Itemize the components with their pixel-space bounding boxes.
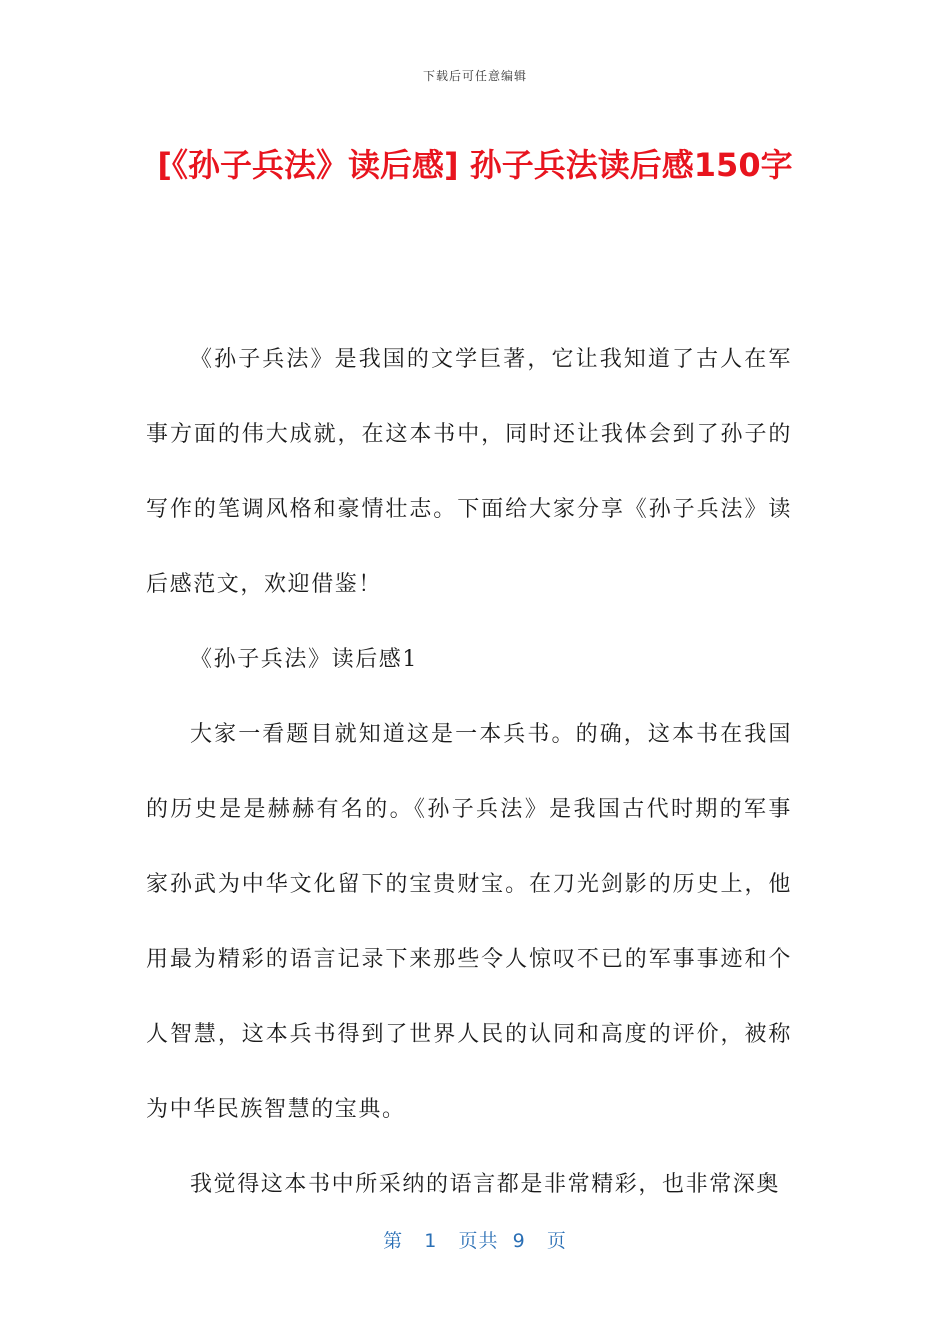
- footer-middle: 页共: [458, 1230, 499, 1252]
- body-paragraph: 大家一看题目就知道这是一本兵书。的确，这本书在我国的历史是是赫赫有名的。《孙子兵法》是我国古代时期的军事家孙武为中华文化留下的宝贵财宝。在刀光剑影的历史上，他用最为精彩的语言记录下来那些令人惊叹不已的军事事迹和个人智慧，这本兵书得到了世界人民的认同和高度的评价，被称为中华民族智慧的宝典。: [146, 722, 792, 1122]
- document-body: [146, 322, 792, 1222]
- footer-prefix: 第: [383, 1230, 404, 1252]
- current-page-number: 1: [424, 1230, 438, 1252]
- body-paragraph: 我觉得这本书中所采纳的语言都是非常精彩，也非常深奥: [190, 1172, 781, 1197]
- intro-paragraph: 《孙子兵法》是我国的文学巨著，它让我知道了古人在军事方面的伟大成就，在这本书中，同时还让我体会到了孙子的写作的笔调风格和豪情壮志。下面给大家分享《孙子兵法》读后感范文，欢迎借鉴！: [146, 347, 792, 597]
- page-footer: [0, 1226, 950, 1253]
- total-pages-number: 9: [512, 1230, 526, 1252]
- footer-suffix: 页: [546, 1230, 567, 1252]
- section-heading: 《孙子兵法》读后感1: [190, 647, 418, 672]
- document-title: [《孙子兵法》读后感] 孙子兵法读后感150字: [157, 146, 793, 184]
- header-note: 下载后可任意编辑: [422, 69, 527, 83]
